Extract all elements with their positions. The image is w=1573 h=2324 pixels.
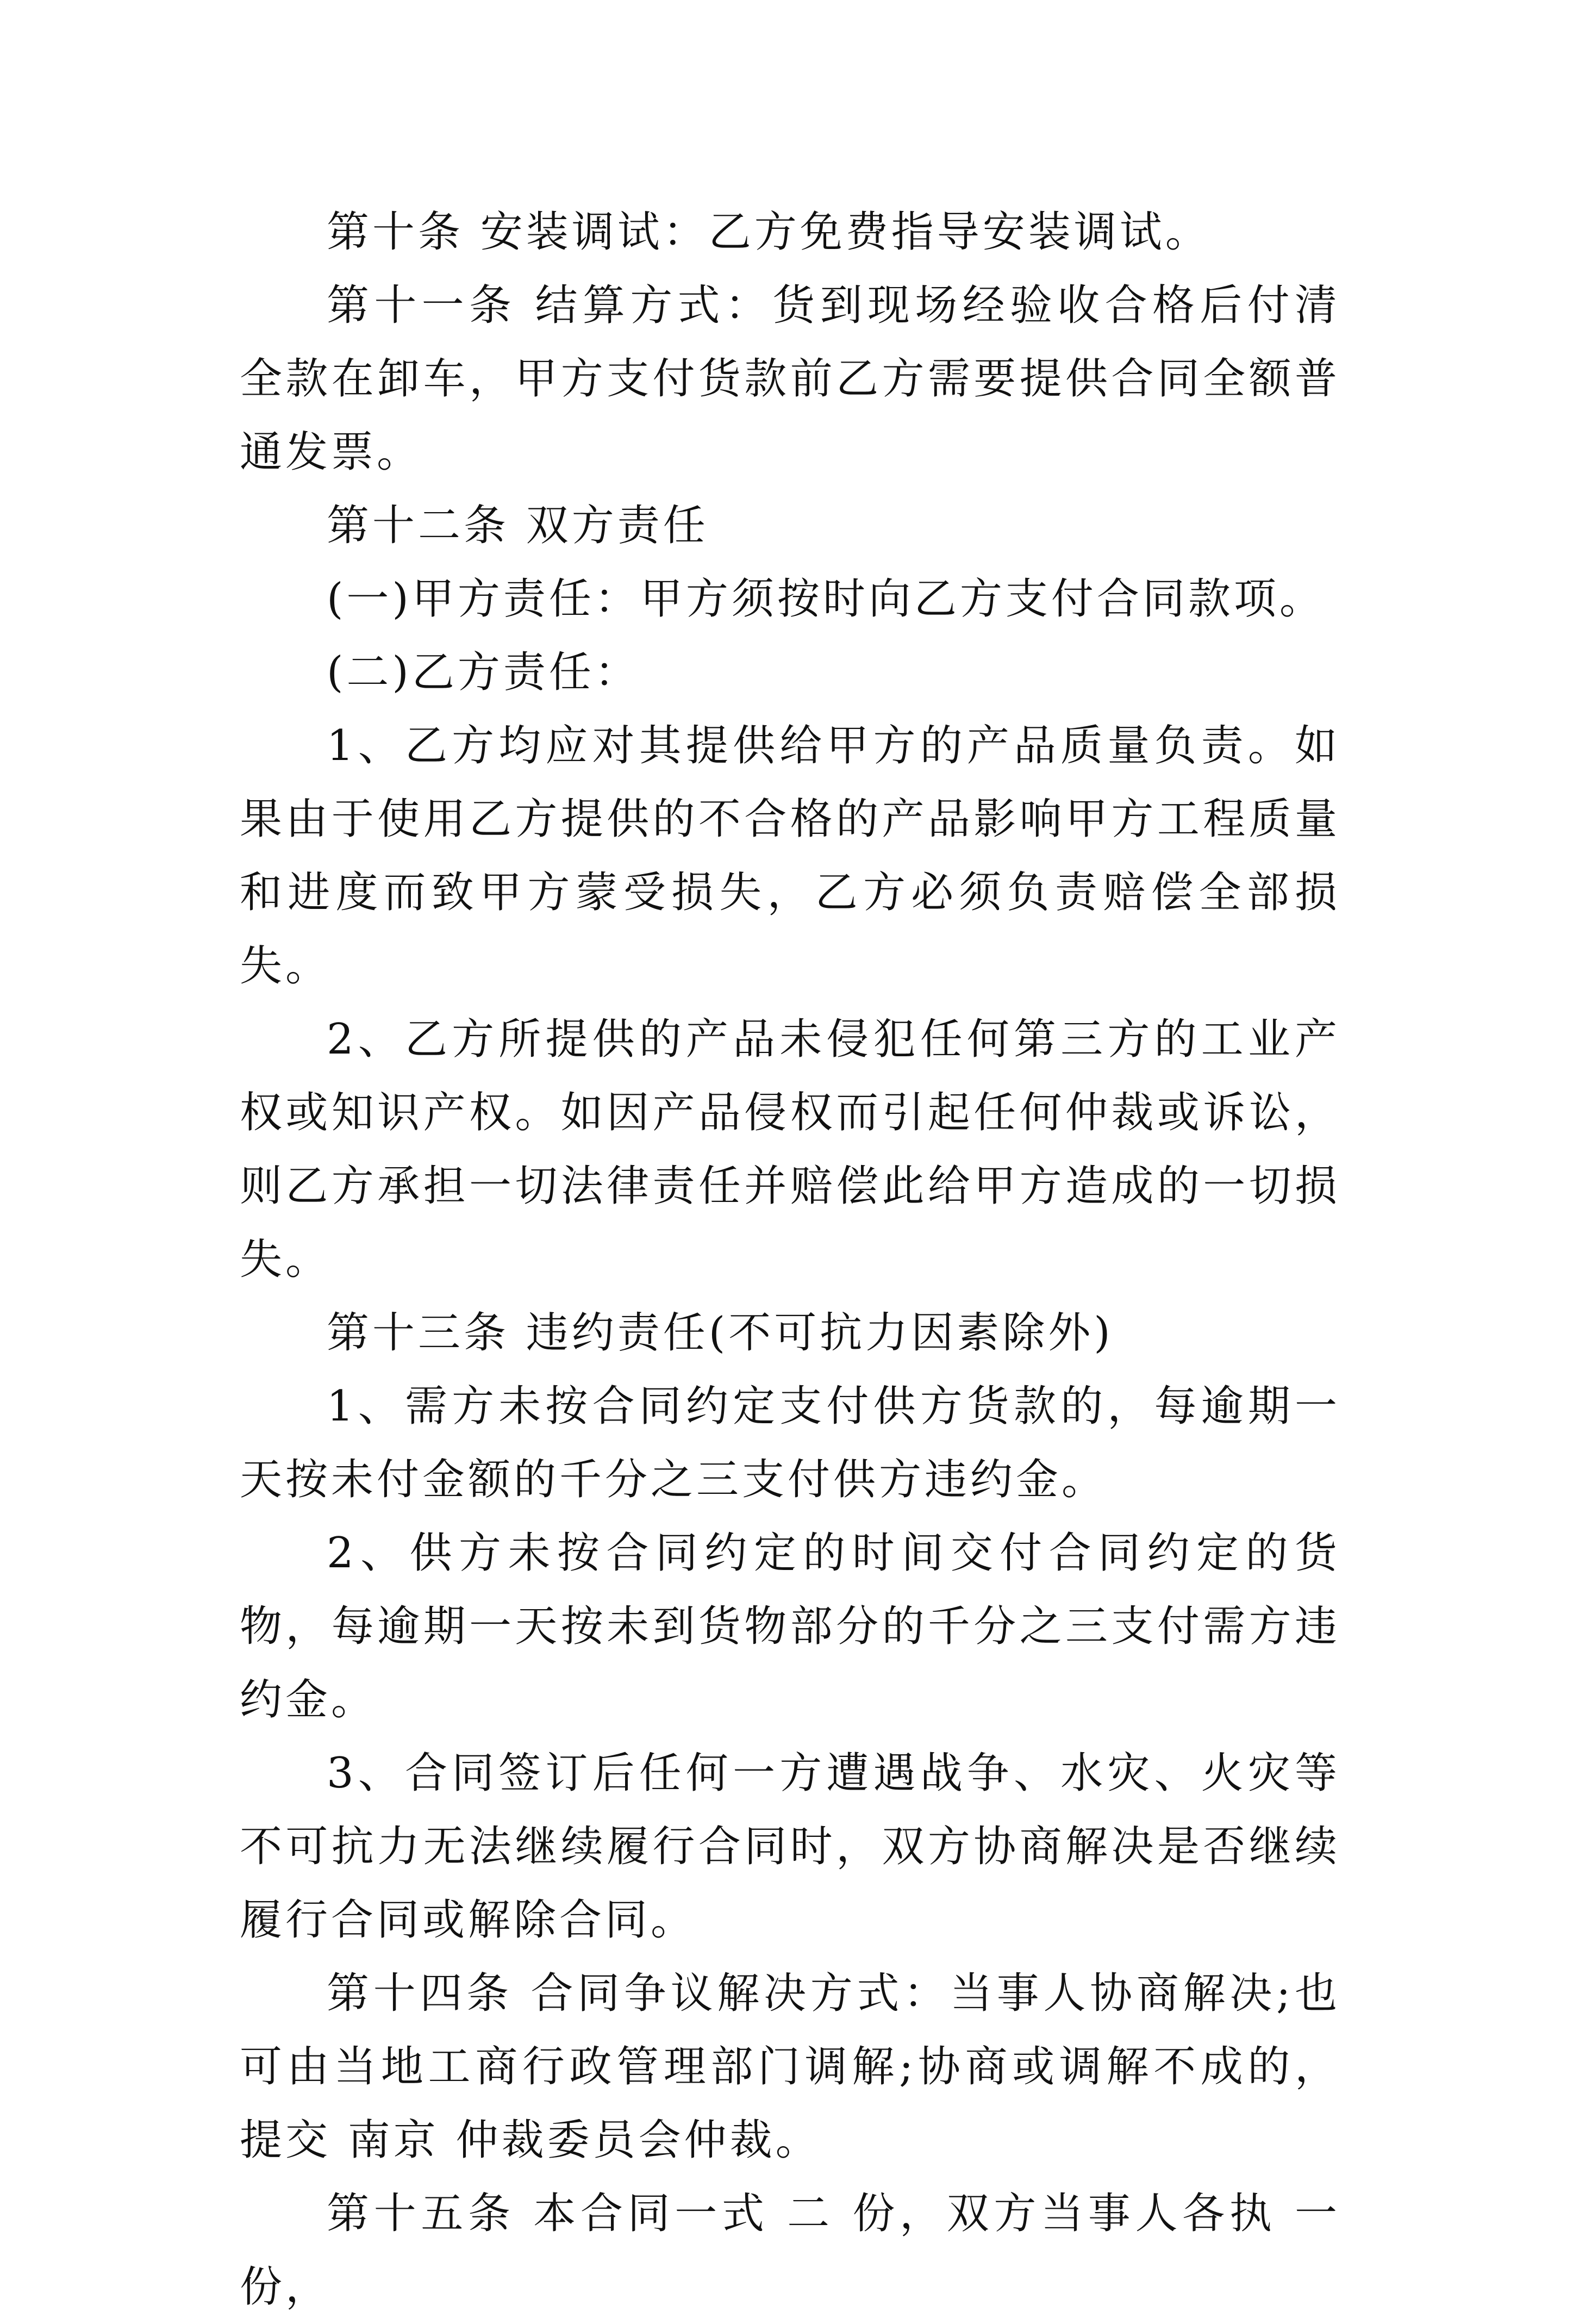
breach-clause-3: 3、合同签订后任何一方遭遇战争、水灾、火灾等不可抗力无法继续履行合同时，双方协商解决是否继续履行合同或解除合同。 bbox=[240, 1749, 1340, 1945]
party-b-clause-2: 2、乙方所提供的产品未侵犯任何第三方的工业产权或知识产权。如因产品侵权而引起任何仲裁或诉讼，则乙方承担一切法律责任并赔偿此给甲方造成的一切损失。 bbox=[240, 1015, 1340, 1284]
article-12-heading: 第十二条 双方责任 bbox=[327, 501, 709, 550]
article-15-copies: 第十五条 本合同一式 二 份，双方当事人各执 一 份， bbox=[240, 2189, 1340, 2311]
contract-body bbox=[240, 196, 1340, 2324]
article-10-installation: 第十条 安装调试：乙方免费指导安装调试。 bbox=[327, 208, 1211, 257]
article-13-heading: 第十三条 违约责任(不可抗力因素除外) bbox=[327, 1309, 1114, 1357]
article-11-settlement: 第十一条 结算方式：货到现场经验收合格后付清全款在卸车，甲方支付货款前乙方需要提供合同全额普通发票。 bbox=[240, 281, 1340, 477]
party-a-responsibility: (一)甲方责任：甲方须按时向乙方支付合同款项。 bbox=[327, 575, 1325, 624]
party-b-clause-1: 1、乙方均应对其提供给甲方的产品质量负责。如果由于使用乙方提供的不合格的产品影响甲方工程质量和进度而致甲方蒙受损失，乙方必须负责赔偿全部损失。 bbox=[240, 721, 1340, 990]
breach-clause-1: 1、需方未按合同约定支付供方货款的，每逾期一天按未付金额的千分之三支付供方违约金。 bbox=[240, 1382, 1340, 1504]
party-b-responsibility-heading: (二)乙方责任： bbox=[327, 648, 640, 697]
breach-clause-2: 2、供方未按合同约定的时间交付合同约定的货物，每逾期一天按未到货物部分的千分之三支付需方违约金。 bbox=[240, 1529, 1340, 1724]
article-14-dispute-resolution: 第十四条 合同争议解决方式：当事人协商解决;也可由当地工商行政管理部门调解;协商或调解不成的，提交 南京 仲裁委员会仲裁。 bbox=[240, 1969, 1340, 2165]
